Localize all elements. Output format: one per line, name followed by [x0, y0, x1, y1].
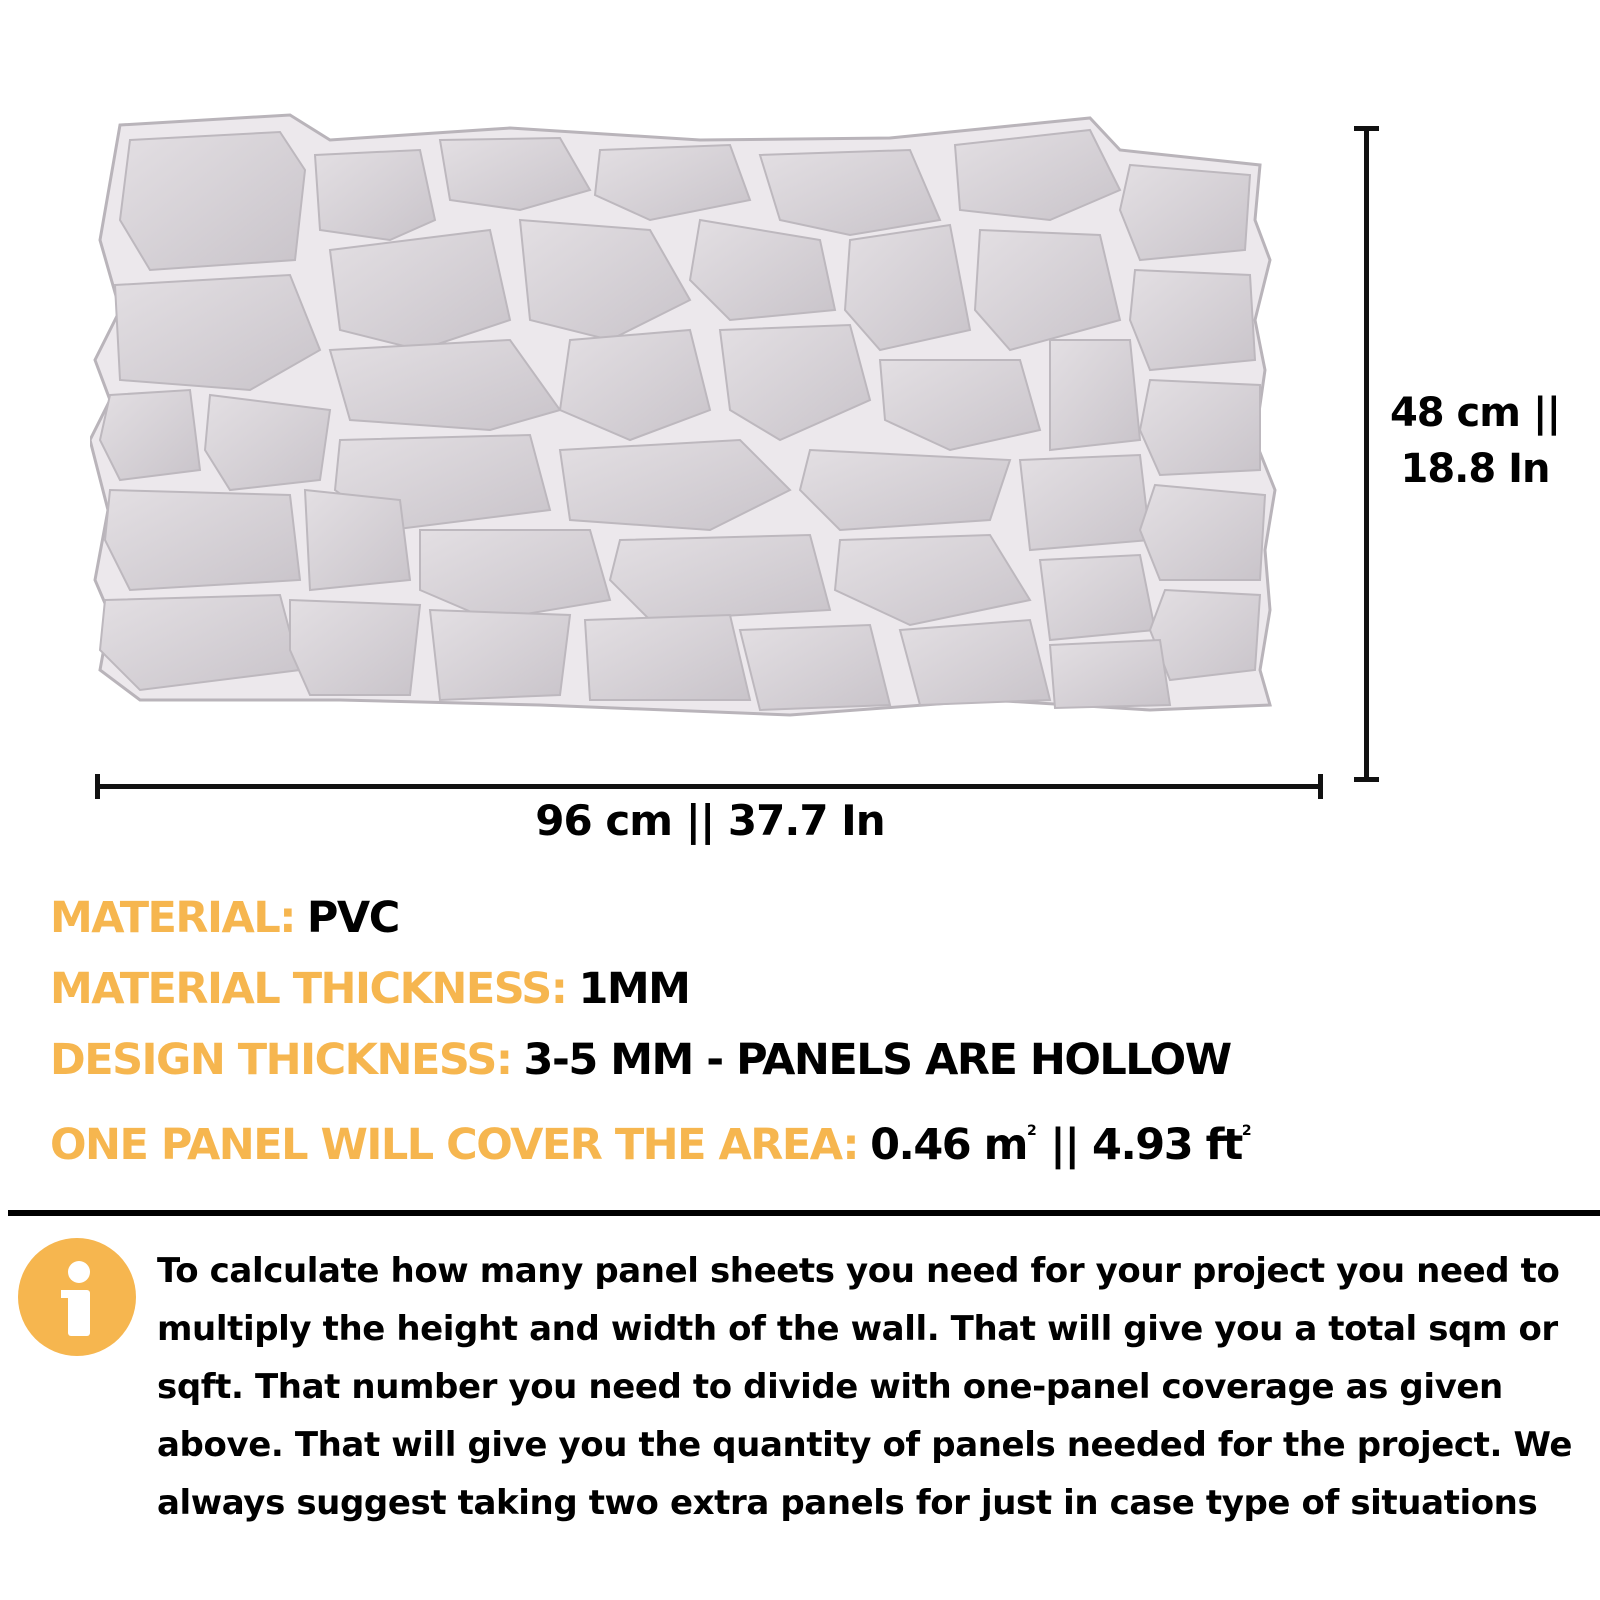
stone-28: [105, 490, 300, 590]
stone-1: [120, 132, 305, 270]
stone-13: [1130, 270, 1255, 370]
stone-29: [305, 490, 410, 590]
stone-2: [315, 150, 435, 240]
spec-value: 1MM: [578, 964, 690, 1014]
stone-20: [1140, 380, 1260, 475]
stone-40: [900, 620, 1050, 705]
stone-36: [290, 600, 420, 695]
spec-key: ONE PANEL WILL COVER THE AREA:: [50, 1120, 859, 1170]
spec-value: 3-5 MM - PANELS ARE HOLLOW: [523, 1035, 1231, 1085]
stone-31: [610, 535, 830, 620]
spec-value: [870, 1120, 1252, 1170]
stone-41: [1050, 640, 1170, 708]
stone-11: [845, 225, 970, 350]
stone-22: [205, 395, 330, 490]
spec-key: MATERIAL:: [50, 893, 295, 943]
stone-panel-image: [90, 110, 1310, 730]
info-note-text: To calculate how many panel sheets you need for your project you need to multiply the height and width of the wall. That will give you a total sqm or sqft. That number you need to divide with one-panel coverage as given above. That will give you the quantity of panels needed for the project. We always suggest taking two extra panels for just in case type of situations: [157, 1251, 1573, 1523]
spec-key: MATERIAL THICKNESS:: [50, 964, 567, 1014]
stone-27: [1140, 485, 1265, 580]
height-label-line1: 48 cm ||: [1389, 390, 1561, 436]
stone-19: [1050, 340, 1140, 450]
stone-37: [430, 610, 570, 700]
stone-38: [585, 615, 750, 700]
superscript: 2: [1241, 1123, 1252, 1139]
spec-list: [50, 888, 1550, 1172]
info-icon: [18, 1238, 136, 1356]
width-dimension-line: [95, 784, 1323, 789]
spec-coverage-area: [50, 1101, 1550, 1172]
stone-34: [1150, 590, 1260, 680]
stone-5: [760, 150, 940, 235]
stone-25: [800, 450, 1010, 530]
stone-21: [100, 390, 200, 480]
stone-33: [1040, 555, 1155, 640]
height-dimension-line: [1364, 126, 1369, 782]
section-divider: [8, 1210, 1600, 1216]
stone-7: [1120, 165, 1250, 260]
spec-material: [50, 888, 1550, 959]
height-label-line2: 18.8 In: [1400, 446, 1550, 492]
superscript: 2: [1026, 1123, 1037, 1139]
coverage-imperial: || 4.93 ft: [1036, 1120, 1242, 1170]
stone-39: [740, 625, 890, 710]
spec-material-thickness: [50, 959, 1550, 1030]
height-dimension-label: [1370, 385, 1580, 497]
spec-design-thickness: [50, 1030, 1550, 1101]
spec-value: PVC: [306, 893, 399, 943]
width-dimension-label: 96 cm || 37.7 In: [535, 796, 885, 845]
stone-26: [1020, 455, 1150, 550]
coverage-metric: 0.46 m: [870, 1120, 1027, 1170]
spec-key: DESIGN THICKNESS:: [50, 1035, 512, 1085]
